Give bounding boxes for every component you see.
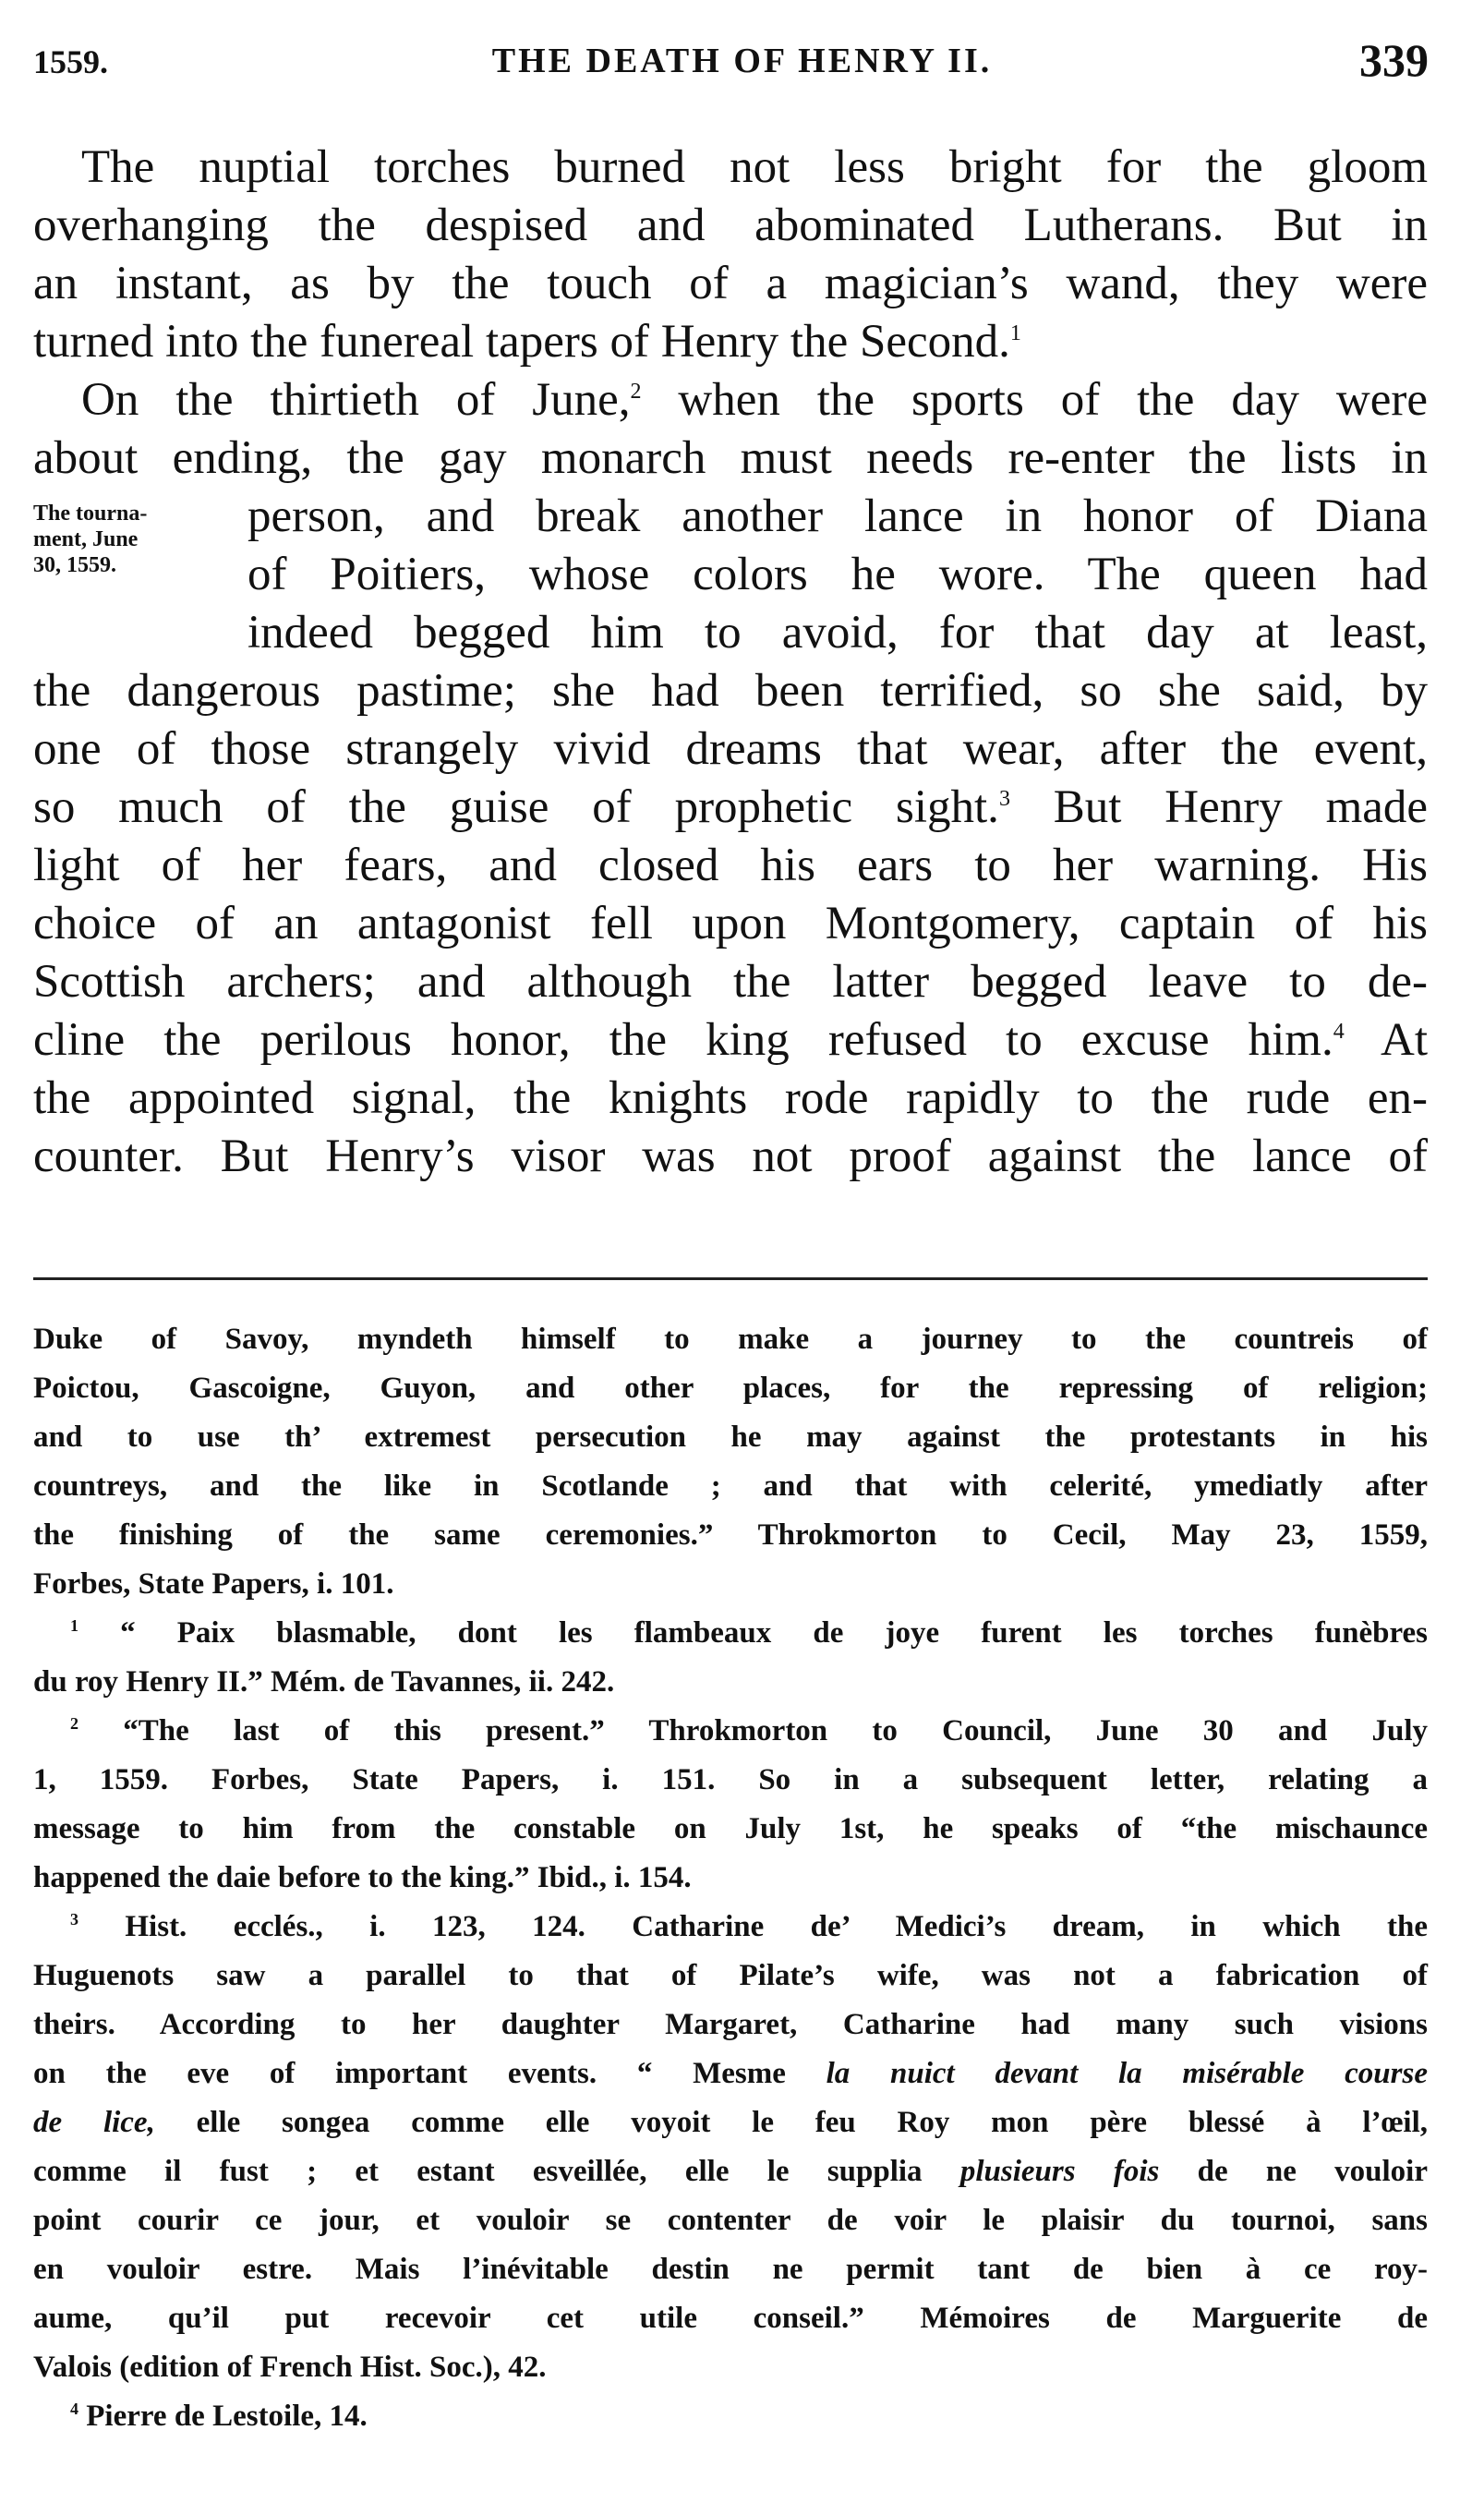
footnote-line: Valois (edition of French Hist. Soc.), 42. bbox=[33, 2351, 547, 2384]
body-line: Scottish archers; and although the latter begged leave to de- bbox=[33, 956, 1428, 1008]
footnote-ref-1: 1 bbox=[1009, 321, 1021, 345]
body-line: light of her fears, and closed his ears to her warning. His bbox=[33, 840, 1428, 891]
body-line: the appointed signal, the knights rode rapidly to the rude en- bbox=[33, 1072, 1428, 1124]
footnotes bbox=[33, 1315, 1428, 2441]
body-line: choice of an antagonist fell upon Montgomery, captain of his bbox=[33, 898, 1428, 949]
footnote-line: theirs. According to her daughter Margaret, Catharine had many such visions bbox=[33, 2008, 1428, 2041]
footnote-line: Huguenots saw a parallel to that of Pilate’s wife, was not a fabrication of bbox=[33, 1959, 1428, 1992]
footnote-line: en vouloir estre. Mais l’inévitable destin ne permit tant de bien à ce roy- bbox=[33, 2253, 1428, 2286]
body-line: about ending, the gay monarch must needs re-enter the lists in bbox=[33, 432, 1428, 484]
footnote-ref-4: 4 bbox=[1333, 1020, 1345, 1044]
footnote-line: happened the daie before to the king.” Ibid., i. 154. bbox=[33, 1861, 692, 1894]
footnote-divider bbox=[33, 1277, 1428, 1280]
footnote-line: Forbes, State Papers, i. 101. bbox=[33, 1567, 394, 1601]
footnote-line: comme il fust ; et estant esveillée, elle le supplia plusieurs fois de ne vouloir bbox=[33, 2155, 1429, 2188]
footnote-ref-3: 3 bbox=[998, 787, 1010, 811]
body-line: turned into the funereal tapers of Henry the Second.$^1$ bbox=[33, 316, 1021, 368]
margin-note-line: The tourna- bbox=[33, 502, 148, 526]
footnote-line: point courir ce jour, et vouloir se contenter de voir le plaisir du tournoi, sans bbox=[33, 2204, 1428, 2237]
margin-note bbox=[33, 501, 209, 578]
footnote-1: $^1$ “ Paix blasmable, dont les flambeaux de joye furent les torches funèbres bbox=[70, 1616, 1428, 1650]
body-line: The nuptial torches burned not less bright for the gloom bbox=[81, 141, 1428, 193]
running-header bbox=[0, 31, 1484, 87]
footnote-line: Poictou, Gascoigne, Guyon, and other places, for the repressing of religion; bbox=[33, 1372, 1428, 1405]
margin-note-line: 30, 1559. bbox=[33, 553, 116, 577]
footnote-number: 4 bbox=[70, 2400, 78, 2418]
footnote-2: $^2$ “The last of this present.” Throkmorton to Council, June 30 and July bbox=[70, 1714, 1429, 1747]
body-line: indeed begged him to avoid, for that day at least, bbox=[247, 607, 1428, 659]
body-line: the dangerous pastime; she had been terrified, so she said, by bbox=[33, 665, 1428, 717]
footnote-number: 2 bbox=[70, 1714, 78, 1733]
footnote-line: du roy Henry II.” Mém. de Tavannes, ii. 242. bbox=[33, 1665, 615, 1699]
footnote-ref-2: 2 bbox=[630, 380, 642, 404]
body-line: On the thirtieth of June,$^2$ when the sports of the day were bbox=[81, 374, 1428, 426]
footnote-line: on the eve of important events. “ Mesme la nuict devant la misérable course bbox=[33, 2057, 1428, 2090]
footnote-4: $^4$ Pierre de Lestoile, 14. bbox=[70, 2400, 368, 2433]
footnote-number: 1 bbox=[70, 1616, 78, 1635]
footnote-number: 3 bbox=[70, 1910, 78, 1929]
footnote-line: Duke of Savoy, myndeth himself to make a journey to the countreis of bbox=[33, 1323, 1428, 1356]
footnote-line: countreys, and the like in Scotlande ; and that with celerité, ymediatly after bbox=[33, 1469, 1428, 1503]
body-line: person, and break another lance in honor of Diana bbox=[247, 490, 1428, 542]
body-line: an instant, as by the touch of a magician’s wand, they were bbox=[33, 258, 1428, 309]
footnote-line: the finishing of the same ceremonies.” Throkmorton to Cecil, May 23, 1559, bbox=[33, 1518, 1428, 1552]
body-line: so much of the guise of prophetic sight.$^3$ But Henry made bbox=[33, 781, 1429, 833]
header-title: THE DEATH OF HENRY II. bbox=[491, 42, 993, 80]
body-line: of Poitiers, whose colors he wore. The queen had bbox=[247, 549, 1428, 600]
margin-note-line: ment, June bbox=[33, 527, 139, 551]
footnote-line: de lice, elle songea comme elle voyoit le feu Roy mon père blessé à l’œil, bbox=[33, 2106, 1428, 2139]
footnote-line: message to him from the constable on July 1st, he speaks of “the mischaunce bbox=[33, 1812, 1428, 1845]
footnote-line: 1, 1559. Forbes, State Papers, i. 151. So in a subsequent letter, relating a bbox=[33, 1763, 1428, 1796]
footnote-line: aume, qu’il put recevoir cet utile conseil.” Mémoires de Marguerite de bbox=[33, 2302, 1428, 2335]
footnote-line: and to use th’ extremest persecution he may against the protestants in his bbox=[33, 1421, 1428, 1454]
header-year: 1559. bbox=[33, 43, 108, 80]
page-number: 339 bbox=[1359, 34, 1429, 86]
body-line: one of those strangely vivid dreams that wear, after the event, bbox=[33, 723, 1428, 775]
body-line: overhanging the despised and abominated Lutherans. But in bbox=[33, 200, 1428, 251]
body-line: cline the perilous honor, the king refused to excuse him.$^4$ At bbox=[33, 1014, 1429, 1066]
body-line: counter. But Henry’s visor was not proof against the lance of bbox=[33, 1131, 1428, 1182]
footnote-3: $^3$ Hist. ecclés., i. 123, 124. Catharine de’ Medici’s dream, in which the bbox=[70, 1910, 1429, 1943]
body-text bbox=[33, 139, 1428, 1186]
